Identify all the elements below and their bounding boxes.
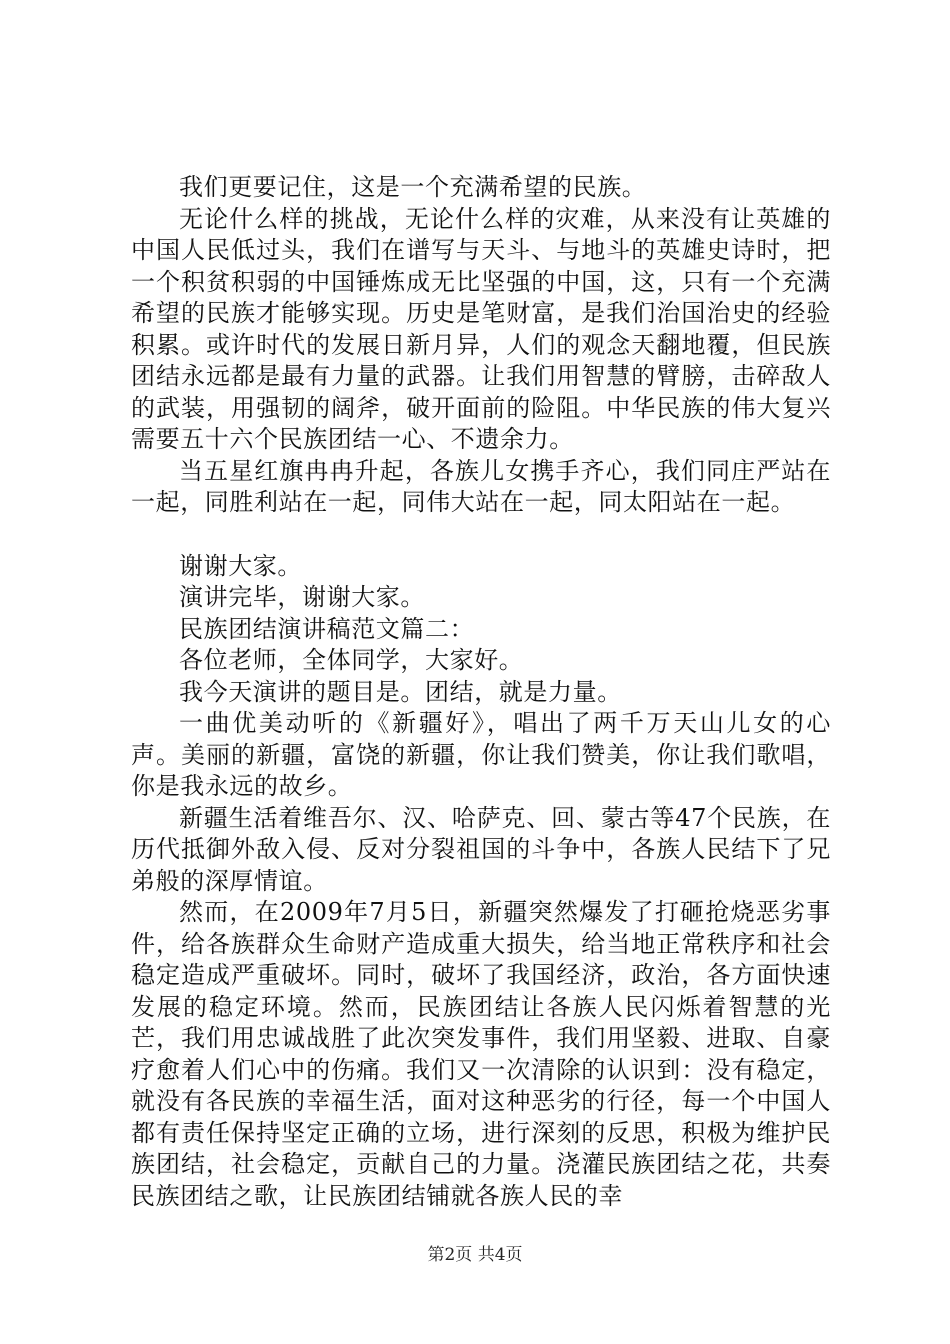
paragraph-2: 无论什么样的挑战，无论什么样的灾难，从来没有让英雄的中国人民低过头，我们在谱写与天斗、与地斗的英雄史诗时，把一个积贫积弱的中国锤炼成无比坚强的中国，这，只有一个充满希望的民族才能够实现。历史是笔财富，是我们治国治史的经验积累。或许时代的发展日新月异，人们的观念天翻地覆，但民族团结永远都是最有力量的武器。让我们用智慧的臂膀，击碎敌人的武装，用强韧的阔斧，破开面前的险阻。中华民族的伟大复兴需要五十六个民族团结一心、不遗余力。 [131, 204, 831, 453]
paragraph-6: 民族团结演讲稿范文篇二： [179, 614, 475, 643]
paragraph-10: 新疆生活着维吾尔、汉、哈萨克、回、蒙古等47个民族，在历代抵御外敌入侵、反对分裂祖国的斗争中，各族人民结下了兄弟般的深厚情谊。 [131, 803, 831, 895]
paragraph-1: 我们更要记住，这是一个充满希望的民族。 [179, 173, 647, 201]
paragraph-4: 谢谢大家。 [179, 551, 302, 580]
paragraph-7: 各位老师，全体同学，大家好。 [179, 646, 524, 674]
paragraph-11: 然而，在2009年7月5日，新疆突然爆发了打砸抢烧恶劣事件，给各族群众生命财产造成重大损失，给当地正常秩序和社会稳定造成严重破坏。同时，破坏了我国经济，政治，各方面快速发展的稳定环境。然而，民族团结让各族人民闪烁着智慧的光芒，我们用忠诚战胜了此次突发事件，我们用坚毅、进取、自豪疗愈着人们心中的伤痛。我们又一次清除的认识到：没有稳定，就没有各民族的幸福生活，面对这种恶劣的行径，每一个中国人都有责任保持坚定正确的立场，进行深刻的反思，积极为维护民族团结，社会稳定，贡献自己的力量。浇灌民族团结之花，共奏民族团结之歌，让民族团结铺就各族人民的幸 [131, 898, 831, 1210]
paragraph-5: 演讲完毕，谢谢大家。 [179, 583, 425, 611]
paragraph-3: 当五星红旗冉冉升起，各族儿女携手齐心，我们同庄严站在一起，同胜利站在一起，同伟大站在一起，同太阳站在一起。 [131, 456, 831, 516]
paragraph-9: 一曲优美动听的《新疆好》，唱出了两千万天山儿女的心声。美丽的新疆，富饶的新疆，你让我们赞美，你让我们歌唱，你是我永远的故乡。 [131, 709, 831, 800]
page-footer [0, 1244, 950, 1266]
paragraph-8: 我今天演讲的题目是。团结，就是力量。 [179, 677, 622, 706]
page-number-label: 第2页 共4页 [427, 1245, 523, 1265]
document-body [131, 172, 831, 1212]
